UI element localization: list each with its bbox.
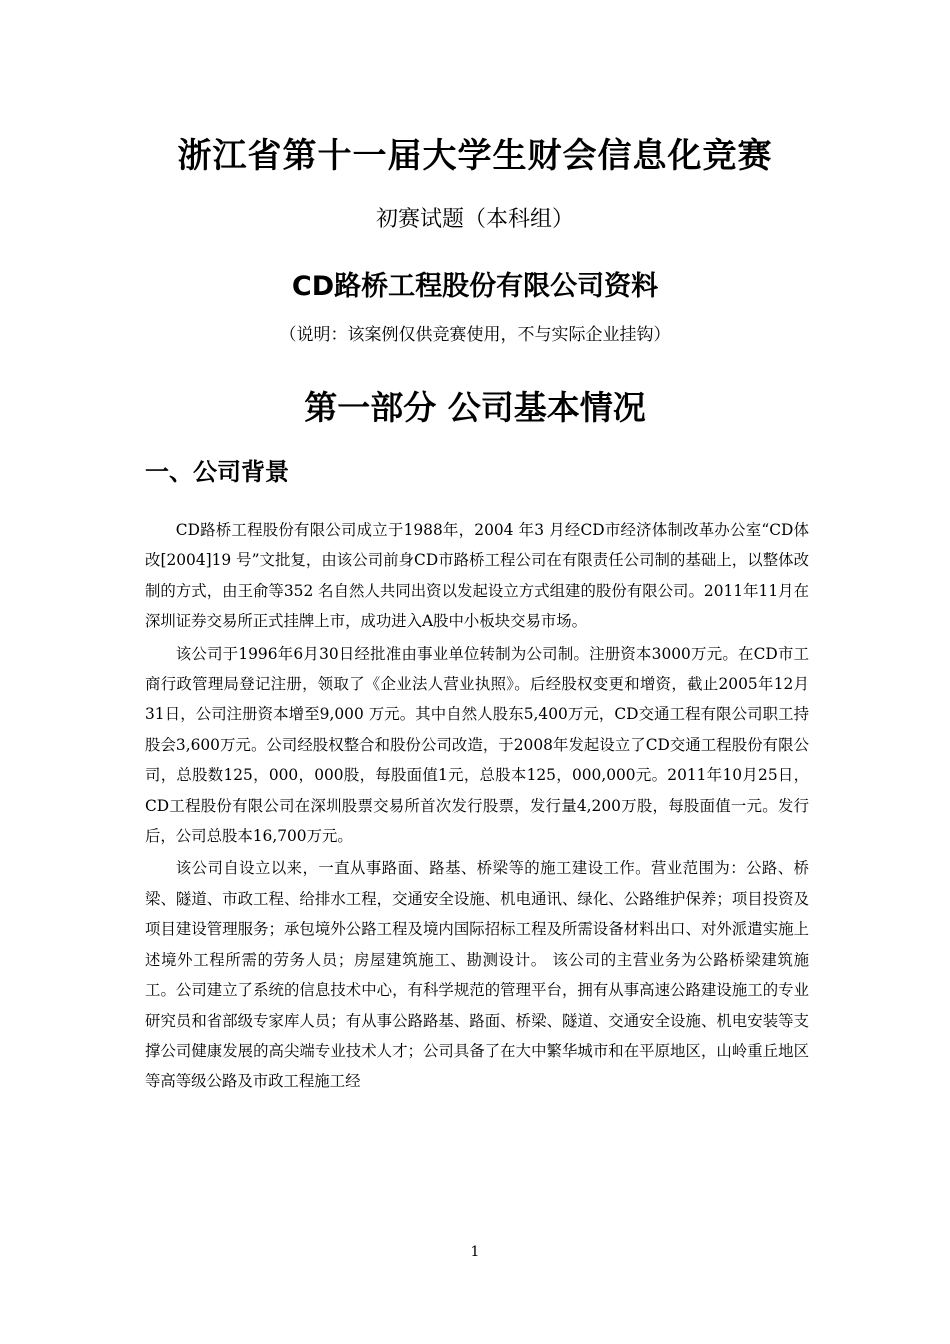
body-text [145, 515, 809, 1097]
document-title: 浙江省第十一届大学生财会信息化竞赛 [177, 136, 773, 176]
company-title: CD路桥工程股份有限公司资料 [291, 271, 659, 302]
page-number: 1 [470, 1244, 480, 1260]
document-subtitle: 初赛试题（本科组） [375, 207, 574, 232]
paragraph-2: 该公司于1996年6月30日经批准由事业单位转制为公司制。注册资本3000万元。在CD市工商行政管理局登记注册，领取了《企业法人营业执照》。后经股权变更和增资，截止2005年12月31日，公司注册资本增至9,000 万元。其中自然人股东5,400万元，CD交通工程有限公司职工持股会3,600万元。公司经股权整合和股份公司改造，于2008年发起设立了CD交通工程股份有限公司，总股数125，000，000股，每股面值1元，总股本125，000,000元。2011年10月25日，CD工程股份有限公司在深圳股票交易所首次发行股票，发行量4,200万股，每股面值一元。发行后，公司总股本16,700万元。 [145, 644, 809, 846]
disclaimer-note: （说明：该案例仅供竞赛使用，不与实际企业挂钩） [279, 325, 671, 345]
paragraph-1: CD路桥工程股份有限公司成立于1988年，2004 年3 月经CD市经济体制改革办公室“CD体改[2004]19 号”文批复，由该公司前身CD市路桥工程公司在有限责任公司制的基础上，以整体改制的方式，由王俞等352 名自然人共同出资以发起设立方式组建的股份有限公司。2011年11月在深圳证券交易所正式挂牌上市，成功进入A股中小板块交易市场。 [145, 521, 809, 631]
part-heading: 第一部分 公司基本情况 [304, 388, 646, 427]
paragraph-3: 该公司自设立以来，一直从事路面、路基、桥梁等的施工建设工作。营业范围为：公路、桥梁、隧道、市政工程、给排水工程，交通安全设施、机电通讯、绿化、公路维护保养；项目投资及项目建设管理服务；承包境外公路工程及境内国际招标工程及所需设备材料出口、对外派遣实施上述境外工程所需的劳务人员；房屋建筑施工、勘测设计。 该公司的主营业务为公路桥梁建筑施工。公司建立了系统的信息技术中心，有科学规范的管理平台，拥有从事高速公路建设施工的专业研究员和省部级专家库人员；有从事公路路基、路面、桥梁、隧道、交通安全设施、机电安装等支撑公司健康发展的高尖端专业技术人才；公司具备了在大中繁华城市和在平原地区，山岭重丘地区等高等级公路及市政工程施工经 [145, 859, 809, 1091]
section-heading: 一、公司背景 [145, 458, 289, 486]
